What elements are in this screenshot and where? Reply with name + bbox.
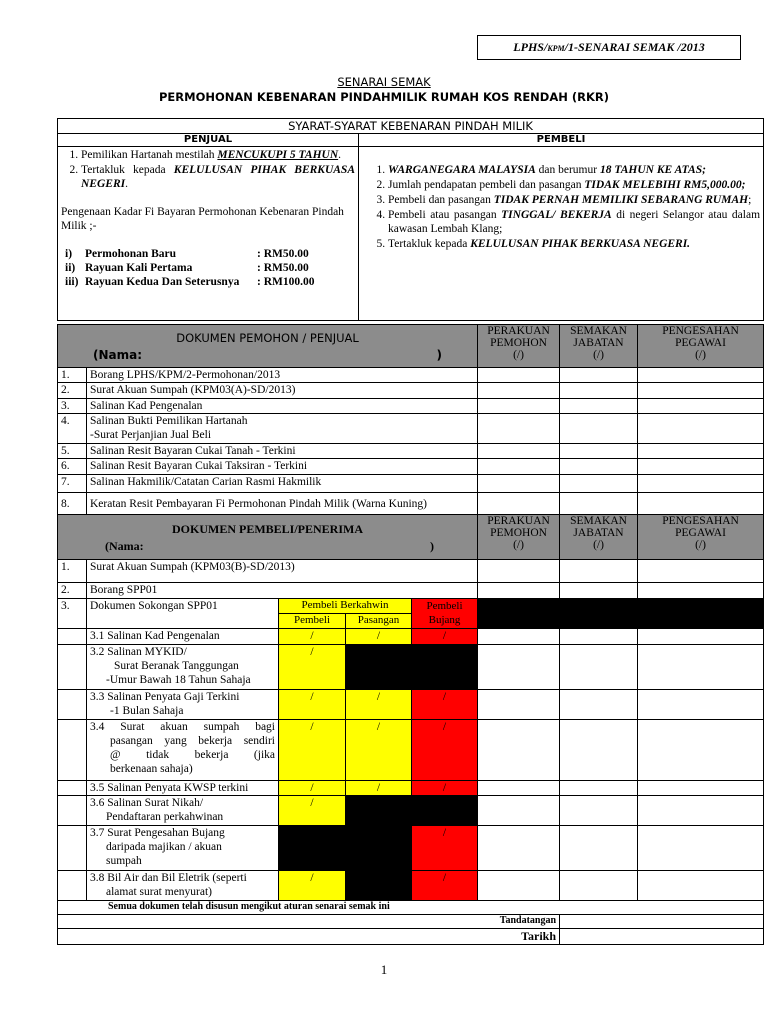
- table-row: 3.5 Salinan Penyata KWSP terkini / / /: [58, 781, 764, 796]
- pembeli-condition-4: 4. Pembeli atau pasangan TINGGAL/ BEKERJA di negeri Selangor atau dalam kawasan Lembah Klang;: [388, 208, 760, 236]
- table-row: 3.6 Salinan Surat Nikah/ Pendaftaran perkahwinan /: [58, 796, 764, 826]
- checkbox-semakan[interactable]: [560, 871, 638, 901]
- checkbox-semakan[interactable]: [560, 560, 638, 583]
- checkbox-semakan[interactable]: [560, 690, 638, 720]
- checkbox-semakan[interactable]: [560, 629, 638, 645]
- tick-mark: /: [346, 690, 412, 720]
- checkbox-perakuan[interactable]: [478, 583, 560, 599]
- checkbox-pengesahan[interactable]: [638, 720, 764, 781]
- checkbox-pengesahan[interactable]: [638, 796, 764, 826]
- checkbox-perakuan[interactable]: [478, 368, 560, 383]
- tick-mark: /: [412, 720, 478, 781]
- footer-note: Semua dokumen telah disusun mengikut aturan senarai semak ini: [58, 901, 478, 915]
- signature-label: Tandatangan: [58, 915, 560, 929]
- pembeli-condition-3: 3. Pembeli dan pasangan TIDAK PERNAH MEMILIKI SEBARANG RUMAH;: [388, 193, 760, 207]
- table-row: 3.3 Salinan Penyata Gaji Terkini -1 Bulan Sahaja / / /: [58, 690, 764, 720]
- checkbox-perakuan[interactable]: [478, 475, 560, 493]
- pembeli-condition-1: 1. WARGANEGARA MALAYSIA dan berumur 18 TAHUN KE ATAS;: [388, 163, 760, 177]
- checkbox-perakuan[interactable]: [478, 826, 560, 871]
- blacked-out-cell: [346, 645, 478, 690]
- checkbox-pengesahan[interactable]: [638, 690, 764, 720]
- blacked-out-cell: [478, 599, 764, 629]
- tick-mark: /: [279, 720, 346, 781]
- checkbox-perakuan[interactable]: [478, 459, 560, 475]
- checkbox-perakuan[interactable]: [478, 690, 560, 720]
- checkbox-pengesahan[interactable]: [638, 629, 764, 645]
- checkbox-pengesahan[interactable]: [638, 493, 764, 515]
- checkbox-semakan[interactable]: [560, 414, 638, 444]
- table-row: 3.7 Surat Pengesahan Bujang daripada majikan / akuan sumpah /: [58, 826, 764, 871]
- tick-mark: /: [279, 796, 346, 826]
- checkbox-pengesahan[interactable]: [638, 399, 764, 414]
- date-field[interactable]: [560, 929, 764, 945]
- checkbox-semakan[interactable]: [560, 826, 638, 871]
- col-semakan-header: SEMAKAN JABATAN (/): [560, 515, 638, 560]
- checkbox-perakuan[interactable]: [478, 871, 560, 901]
- checkbox-pengesahan[interactable]: [638, 871, 764, 901]
- tick-mark: /: [279, 690, 346, 720]
- penjual-condition-2: 2. Tertakluk kepada KELULUSAN PIHAK BERKUASA NEGERI.: [81, 163, 355, 191]
- checkbox-pengesahan[interactable]: [638, 475, 764, 493]
- checkbox-perakuan[interactable]: [478, 493, 560, 515]
- checkbox-pengesahan[interactable]: [638, 368, 764, 383]
- table-row: 3.8 Bil Air dan Bil Eletrik (seperti alamat surat menyurat) / /: [58, 871, 764, 901]
- pembeli-section-header: DOKUMEN PEMBELI/PENERIMA (Nama: ): [58, 515, 478, 560]
- checkbox-perakuan[interactable]: [478, 383, 560, 399]
- checkbox-pengesahan[interactable]: [638, 560, 764, 583]
- conditions-heading: SYARAT-SYARAT KEBENARAN PINDAH MILIK: [58, 119, 764, 134]
- checkbox-pengesahan[interactable]: [638, 459, 764, 475]
- tick-mark: /: [346, 781, 412, 796]
- fee-row: ii) Rayuan Kali Pertama : RM50.00: [65, 262, 309, 274]
- pembeli-heading: PEMBELI: [359, 134, 764, 147]
- checkbox-semakan[interactable]: [560, 459, 638, 475]
- table-row: 4. Salinan Bukti Pemilikan Hartanah -Surat Perjanjian Jual Beli: [58, 414, 764, 444]
- tick-mark: /: [412, 690, 478, 720]
- date-label: Tarikh: [58, 929, 560, 945]
- checkbox-pengesahan[interactable]: [638, 383, 764, 399]
- page-subtitle: PERMOHONAN KEBENARAN PINDAHMILIK RUMAH KOS RENDAH (RKR): [158, 90, 610, 104]
- checkbox-pengesahan[interactable]: [638, 583, 764, 599]
- table-row: 5. Salinan Resit Bayaran Cukai Tanah - Terkini: [58, 444, 764, 459]
- tick-mark: /: [412, 629, 478, 645]
- table-row: 3. Salinan Kad Pengenalan: [58, 399, 764, 414]
- fee-intro: Pengenaan Kadar Fi Bayaran Permohonan Kebenaran Pindah Milik ;-: [61, 206, 344, 232]
- checkbox-perakuan[interactable]: [478, 414, 560, 444]
- checkbox-semakan[interactable]: [560, 796, 638, 826]
- table-row: 3.2 Salinan MYKID/ Surat Beranak Tanggungan -Umur Bawah 18 Tahun Sahaja /: [58, 645, 764, 690]
- pembeli-conditions: [359, 147, 764, 321]
- table-row: 3.1 Salinan Kad Pengenalan / / /: [58, 629, 764, 645]
- table-row: 8. Keratan Resit Pembayaran Fi Permohonan Pindah Milik (Warna Kuning): [58, 493, 764, 515]
- table-row: 1. Borang LPHS/KPM/2-Permohonan/2013: [58, 368, 764, 383]
- bujang-header: Pembeli Bujang: [412, 599, 478, 629]
- tick-mark: /: [279, 629, 346, 645]
- checkbox-semakan[interactable]: [560, 399, 638, 414]
- table-row: 1. Surat Akuan Sumpah (KPM03(B)-SD/2013): [58, 560, 764, 583]
- tick-mark: /: [412, 871, 478, 901]
- tick-mark: /: [412, 781, 478, 796]
- table-row: 2. Surat Akuan Sumpah (KPM03(A)-SD/2013): [58, 383, 764, 399]
- penjual-condition-1: 1. Pemilikan Hartanah mestilah MENCUKUPI 5 TAHUN.: [81, 148, 355, 162]
- checkbox-pengesahan[interactable]: [638, 414, 764, 444]
- page-title: SENARAI SEMAK: [337, 75, 431, 89]
- table-row: 3.4 Surat akuan sumpah bagi pasangan yang bekerja sendiri @ tidak bekerja (jika berkenaan sahaja) / / /: [58, 720, 764, 781]
- tick-mark: /: [412, 826, 478, 871]
- conditions-table: [57, 118, 764, 321]
- tick-mark: /: [346, 629, 412, 645]
- col-pengesahan-header: PENGESAHAN PEGAWAI (/): [638, 515, 764, 560]
- fee-row: i) Permohonan Baru : RM50.00: [65, 248, 309, 260]
- form-reference: LPHS/KPM/1-SENARAI SEMAK /2013: [477, 35, 741, 60]
- checkbox-perakuan[interactable]: [478, 720, 560, 781]
- page-number: 1: [380, 962, 388, 977]
- blacked-out-cell: [346, 796, 478, 826]
- col-pembeli: Pembeli: [279, 614, 346, 629]
- checkbox-semakan[interactable]: [560, 645, 638, 690]
- table-row: 6. Salinan Resit Bayaran Cukai Taksiran - Terkini: [58, 459, 764, 475]
- pemohon-section-header: DOKUMEN PEMOHON / PENJUAL (Nama: ): [58, 325, 478, 368]
- checkbox-semakan[interactable]: [560, 475, 638, 493]
- tick-mark: /: [279, 871, 346, 901]
- checkbox-perakuan[interactable]: [478, 781, 560, 796]
- blacked-out-cell: [346, 871, 412, 901]
- checkbox-pengesahan[interactable]: [638, 444, 764, 459]
- table-row: 7. Salinan Hakmilik/Catatan Carian Rasmi Hakmilik: [58, 475, 764, 493]
- checkbox-pengesahan[interactable]: [638, 826, 764, 871]
- col-pengesahan-header: PENGESAHAN PEGAWAI (/): [638, 325, 764, 368]
- checkbox-pengesahan[interactable]: [638, 645, 764, 690]
- fee-row: iii) Rayuan Kedua Dan Seterusnya : RM100.00: [65, 276, 315, 288]
- checkbox-pengesahan[interactable]: [638, 781, 764, 796]
- documents-table: [57, 324, 764, 945]
- checkbox-perakuan[interactable]: [478, 444, 560, 459]
- tick-mark: /: [279, 645, 346, 690]
- pembeli-condition-2: 2. Jumlah pendapatan pembeli dan pasangan TIDAK MELEBIHI RM5,000.00;: [388, 178, 760, 192]
- tick-mark: /: [279, 781, 346, 796]
- checkbox-perakuan[interactable]: [478, 796, 560, 826]
- checkbox-semakan[interactable]: [560, 720, 638, 781]
- berkahwin-header: Pembeli Berkahwin: [279, 599, 412, 614]
- table-row: 2. Borang SPP01: [58, 583, 764, 599]
- table-row: 3. Dokumen Sokongan SPP01 Pembeli Berkahwin Pembeli Bujang: [58, 599, 764, 614]
- checkbox-semakan[interactable]: [560, 781, 638, 796]
- checkbox-perakuan[interactable]: [478, 560, 560, 583]
- signature-field[interactable]: [560, 915, 764, 929]
- checkbox-perakuan[interactable]: [478, 645, 560, 690]
- checkbox-semakan[interactable]: [560, 493, 638, 515]
- checkbox-semakan[interactable]: [560, 444, 638, 459]
- checkbox-semakan[interactable]: [560, 583, 638, 599]
- penjual-conditions: [58, 147, 359, 321]
- pembeli-condition-5: 5. Tertakluk kepada KELULUSAN PIHAK BERKUASA NEGERI.: [388, 237, 760, 251]
- col-perakuan-header: PERAKUAN PEMOHON (/): [478, 515, 560, 560]
- checkbox-semakan[interactable]: [560, 368, 638, 383]
- checkbox-perakuan[interactable]: [478, 399, 560, 414]
- checkbox-perakuan[interactable]: [478, 629, 560, 645]
- penjual-heading: PENJUAL: [58, 134, 359, 147]
- checkbox-semakan[interactable]: [560, 383, 638, 399]
- col-pasangan: Pasangan: [346, 614, 412, 629]
- col-semakan-header: SEMAKAN JABATAN (/): [560, 325, 638, 368]
- tick-mark: /: [346, 720, 412, 781]
- col-perakuan-header: PERAKUAN PEMOHON (/): [478, 325, 560, 368]
- blacked-out-cell: [279, 826, 412, 871]
